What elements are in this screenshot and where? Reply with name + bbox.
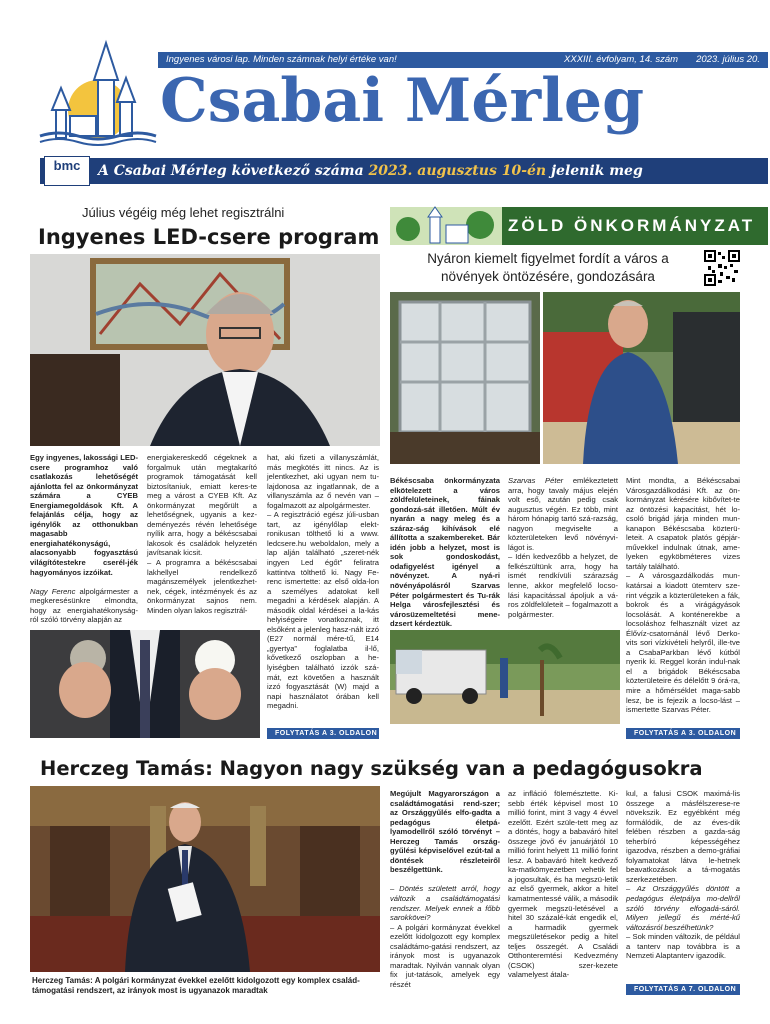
zold-column-2: Szarvas Péter emlékeztetett arra, hogy tavaly május elején volt eső, azután pedig csak augusztus végén. Ez több, mint három hónapig tartó szá-razság, nagyon megviselte a közterületeken levő növényvi-lágot is. – Idén kedvezőbb a helyzet, de felkészültünk arra, hogy ha ismét rendkívüli szárazság lenne, akkor megfelelő locso-lási kapacitással ápoljuk a vá-ros zöldfelületeit – fogalmazott a polgármester.: [508, 476, 618, 619]
herczeg-column-3: kul, a falusi CSOK maximá-lis összege a másfélszerese-re növekszik. Ez egyébként még formálódik, de az éves-dik felében részben a gazda-ság teherbíró képességéhez igazodva, részben a demo-gráfiai folyamatokat látva le-hetnek beavatkozások a tá-mogatás szerkezetében. – Az Országgyűlés döntött a pedagógus életpálya mo-dellről szóló törvény elfogadá-sáról. Milyen jellegű és mérté-kű változásról beszélhetünk? – Sok minden változik, de például a tanterv nap továbbra is a Nemzeti Alaptanterv igazodik.: [626, 789, 740, 961]
watering-truck-photo: [390, 630, 620, 724]
herczeg-column-2: az infláció fölemésztette. Ki-sebb érték képvisel most 10 millió forint, mint 3 vagy 4 évvel ezelőtt. Ezért szüle-tett meg az a döntés, hogy a babaváró hitel összege jövő év januárjától 10 millió forint helyett 11 millió forint lesz. A babaváró hitelt kedvező ka-matkömyezetben vehetik fel a jogosultak, és ha megszü-letik az első gyermek, akkor a hitel kamatmentessé válik, a második gyermek megszü-letésével a hitel 30 százalé-kát engedik el, a harmadik gyermek megszületésekor pedig a hitel teljes összegét. A Családi Otthonteremtési Kedvezmény (CSOK) szer-kezete valamelyest átala-: [508, 789, 618, 980]
herczeg-column-1: Megújult Magyarországon a családtámogatási rend-szer; az Országgyűlés elfo-gadta a pedagógus életpá-lyamodellről szóló törvényt – Herczeg Tamás ország-gyűlési képviselővel ezút-tal a döntések részleteiről beszélgettünk. – Döntés született arról, hogy változik a családtámogatási rendszer. Melyek ennek a főbb sarokkövei? – A polgári kormányzat évekkel ezelőtt kidolgozott egy komplex családtámo-gatási rendszert, az irányok most is ugyanazok maradtak. Nyilván vannak olyan fix jut-tatások, amelyek egy részét: [390, 789, 500, 989]
issue-date: 2023. július 20.: [696, 54, 760, 65]
led-headline: Ingyenes LED-csere program: [38, 225, 380, 249]
water-tank-photo: [390, 292, 540, 464]
zold-continued-link[interactable]: FOLYTATÁS A 3. OLDALON ›: [626, 728, 740, 739]
herczeg-photo-caption: Herczeg Tamás: A polgári kormányzat évekkel ezelőtt kidolgozott egy komplex család-támogatási rendszert, az irányok most is ugyanazok maradtak: [32, 976, 360, 995]
tagline: Ingyenes városi lap. Minden számnak helyi értéke van!: [166, 54, 397, 65]
zold-headline: Nyáron kiemelt figyelmet fordít a város a növények öntözésére, gondozására: [427, 251, 669, 284]
led-kicker: Július végéig még lehet regisztrálni: [82, 205, 285, 220]
bmc-logo: bmc: [44, 156, 90, 186]
led-continued-link[interactable]: FOLYTATÁS A 3. OLDALON ›: [267, 728, 379, 739]
szarvas-peter-photo: [543, 292, 740, 464]
herczeg-continued-link[interactable]: FOLYTATÁS A 7. OLDALON ›: [626, 984, 740, 995]
qr-code-icon[interactable]: [704, 250, 740, 286]
led-bulbs-photo: [30, 630, 260, 738]
led-column-1: Egy ingyenes, lakossági LED-csere programhoz való csatlakozás lehetőségét ajánlotta fel az önkormányzat számára a CYEB Energiamegoldások Kft. A felajánlás célja, hogy az igénylők az otthonukban magasabb energiahatékonyságú, alacsonyabb fogyasztású világítótestekre cserél-jék hagyományos izzóikat. Nagy Ferenc alpolgármester a megkeresésünkre elmondta, hogy az energiahatékonyság-ról szóló törvény alapján az: [30, 453, 138, 625]
led-column-3: hat, aki fizeti a villanyszámlát, más megkötés itt nincs. Az is jelentkezhet, aki ugyan nem tu-lajdonosa az ingatlannak, de a villanyszámla az ő nevén van – fogalmazott az alpolgármester. – A regisztráció egész júli-usban tart, az igénylőlap elekt-ronikusan tölthető ki a www. ledcsere.hu weboldalon, mely a lap alján található „szeret-nék ingyen Led égőt” feliratra kattintva tölthető ki. Nagy Fe-renc ismertette: az első olda-lon a személyes adatokat kell megadni a kérdések alapján. A második oldal kérdései a la-kás helyiségeire vonatkoznak, itt elsőként a jelenleg hasz-nált izzó (E27 normál mére-tű, E14 „gyertya” foglalatba il-lő, kővetkező oszlopban a he-lyiségben található izzók szá-mát, ezt követően a használt izzó fogyasztását (W) majd a napi használatot órában kell megadni.: [267, 453, 379, 711]
zold-banner: ZÖLD ÖNKORMÁNYZAT: [390, 207, 768, 245]
city-skyline-logo: [38, 38, 158, 148]
herczeg-headline: Herczeg Tamás: Nagyon nagy szükség van a pedagógusokra: [40, 757, 703, 780]
zold-banner-illustration: [390, 207, 502, 245]
zold-column-3: Mint mondta, a Békéscsabai Városgazdálkodási Kft. az ön-kormányzat kérésére kibővítet-te az öntözési kapacitást, hét lo-csoló brigád járja minden mun-kanapon Békéscsaba közterü-leteit. A csapatok platós gépjár-művekkel indulnak útnak, ame-lyeken egyköbméteres vizes tartály található. – A városgazdálkodás mun-katársai a kiadott ütemterv sze-rint végzik a közterületeken a fák, bokrok és a virágágyások locsolását. A konténerekbe a locsoláshoz felhasznált vizet az Élővíz-csatornánál lévő Derko-vits sori vízkivételi helyről, ille-tve a CsabaParkban lévő kútból nyerik ki. Reggel korán indul-nak el a brigádok Békéscsaba közterületeire és délelőtt 9 órá-ra, mire a hőmérséklet maga-sabb lesz, be is fejezik a locso-lást – ismertette Szarvas Péter.: [626, 476, 740, 715]
newspaper-title: Csabai Mérleg: [160, 66, 645, 136]
nagy-ferenc-photo: [30, 254, 380, 446]
next-issue-banner: A Csabai Mérleg következő száma 2023. augusztus 10-én jelenik meg: [40, 158, 768, 184]
zold-column-1: Békéscsaba önkormányzata elkötelezett a város zöldfelületeinek, fáinak gondozá-sát illetően. Múlt év nyarán a nagy meleg és a száraz-ság kihívások elé állította a szakembereket. Bár idén jobb a helyzet, most is sok gondoskodást, odafigyelést igényel a növényzet. A nyá-ri növényápolásról Szarvas Péter polgármestert és Tu-rák Helga városfejlesztési és városüzemeltetési mene-dzsert kérdeztük.: [390, 476, 500, 629]
led-column-2: energiakereskedő cégeknek a forgalmuk után megtakarító programok támogatását kell biztosítaniuk, emiatt keres-te meg a várost a CYEB Kft. Az önkormányzat megőrült a lehetőségnek, ugyanis a kez-deményezés révén lehetősége nyílik arra, hogy a békéscsabai lakosok és családok helyzetén javítsanak kicsit. – A programra a békéscsabai lakhellyel rendelkező magánszemélyek jelentkezhet-nek, cégek, intézmények és az önkormányzat sajnos nem. Minden olyan lakos regisztrál-: [147, 453, 257, 615]
issue-number: XXXIII. évfolyam, 14. szám: [564, 54, 679, 65]
herczeg-parliament-photo: [30, 786, 380, 972]
